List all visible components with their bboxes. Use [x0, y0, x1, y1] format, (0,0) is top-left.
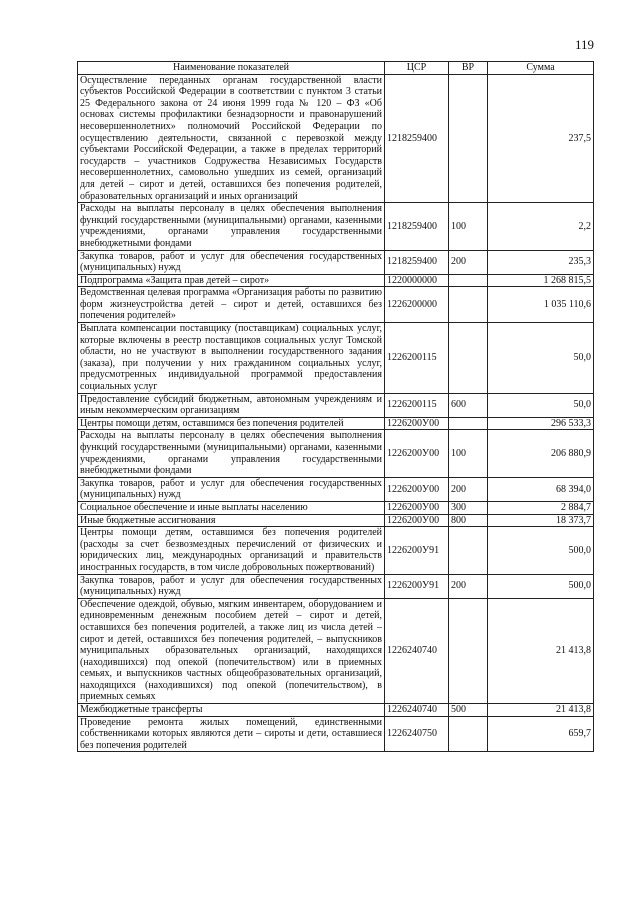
row-sum: 237,5	[488, 74, 594, 203]
row-csr: 1226240750	[385, 716, 449, 752]
row-vr: 800	[449, 514, 488, 527]
table-row	[78, 287, 594, 323]
row-sum: 296 533,3	[488, 417, 594, 430]
row-sum: 500,0	[488, 574, 594, 598]
row-sum: 500,0	[488, 527, 594, 574]
row-sum: 18 373,7	[488, 514, 594, 527]
row-csr: 1226200У00	[385, 417, 449, 430]
table-row	[78, 417, 594, 430]
row-name: Социальное обеспечение и иные выплаты населению	[78, 501, 385, 514]
row-name: Выплата компенсации поставщику (поставщикам) социальных услуг, которые включены в реестр поставщиков социальных услуг Томской области, но не участвуют в выполнении государственного задания (заказа), при получении у них гражданином социальных услуг, предусмотренных индивидуальной программой предоставления социальных услуг	[78, 323, 385, 394]
row-sum: 659,7	[488, 716, 594, 752]
header-row	[78, 62, 594, 75]
row-name: Иные бюджетные ассигнования	[78, 514, 385, 527]
table-row	[78, 574, 594, 598]
row-csr: 1226200У00	[385, 430, 449, 477]
row-name: Проведение ремонта жилых помещений, единственными собственниками которых являются дети – сироты и дети, оставшиеся без попечения родителей	[78, 716, 385, 752]
row-csr: 1218259400	[385, 203, 449, 250]
row-csr: 1226240740	[385, 704, 449, 717]
row-vr: 500	[449, 704, 488, 717]
table-row	[78, 527, 594, 574]
table-row	[78, 393, 594, 417]
row-csr: 1226200У00	[385, 501, 449, 514]
row-vr	[449, 417, 488, 430]
row-name: Межбюджетные трансферты	[78, 704, 385, 717]
header-name: Наименование показателей	[78, 62, 385, 75]
table-row	[78, 274, 594, 287]
row-csr: 1218259400	[385, 74, 449, 203]
row-vr	[449, 274, 488, 287]
row-name: Закупка товаров, работ и услуг для обеспечения государственных (муниципальных) нужд	[78, 477, 385, 501]
table-row	[78, 514, 594, 527]
table-row	[78, 501, 594, 514]
row-vr	[449, 323, 488, 394]
row-sum: 235,3	[488, 250, 594, 274]
row-sum: 2 884,7	[488, 501, 594, 514]
row-sum: 1 268 815,5	[488, 274, 594, 287]
header-csr: ЦСР	[385, 62, 449, 75]
row-vr	[449, 287, 488, 323]
row-name: Центры помощи детям, оставшимся без попечения родителей	[78, 417, 385, 430]
row-vr: 200	[449, 574, 488, 598]
row-name: Осуществление переданных органам государственной власти субъектов Российской Федерации в соответствии с пунктом 3 статьи 25 Федерального закона от 24 июня 1999 года № 120 – ФЗ «Об основах системы профилактики безнадзорности и правонарушений несовершеннолетних» полномочий Российской Федерации по осуществлению деятельности, связанной с перевозкой между субъектами Российской Федерации, а также в пределах территорий государств – участников Содружества Независимых Государств несовершеннолетних, самовольно ушедших из семей, организаций для детей – сирот и детей, оставшихся без попечения родителей, образовательных организаций и иных организаций	[78, 74, 385, 203]
row-csr: 1226200У00	[385, 514, 449, 527]
row-vr	[449, 716, 488, 752]
table-row	[78, 203, 594, 250]
row-name: Предоставление субсидий бюджетным, автономным учреждениям и иным некоммерческим организациям	[78, 393, 385, 417]
row-name: Закупка товаров, работ и услуг для обеспечения государственных (муниципальных) нужд	[78, 250, 385, 274]
row-name: Обеспечение одеждой, обувью, мягким инвентарем, оборудованием и единовременным денежным пособием детей – сирот и детей, оставшихся без попечения родителей, а также лиц из числа детей – сирот и детей, оставшихся без попечения родителей, – выпускников муниципальных образовательных организаций, находящихся (находившихся) под опекой (попечительством) или в приемных семьях, и выпускников частных общеобразовательных организаций, находящихся (находившихся) под опекой (попечительством), в приемных семьях	[78, 598, 385, 703]
table-row	[78, 430, 594, 477]
row-vr	[449, 74, 488, 203]
row-csr: 1226200У00	[385, 477, 449, 501]
row-vr: 200	[449, 250, 488, 274]
row-csr: 1226200115	[385, 393, 449, 417]
table-row	[78, 250, 594, 274]
page-number: 119	[574, 37, 594, 52]
row-csr: 1218259400	[385, 250, 449, 274]
header-vr: ВР	[449, 62, 488, 75]
row-sum: 50,0	[488, 393, 594, 417]
row-csr: 1226200000	[385, 287, 449, 323]
row-vr	[449, 527, 488, 574]
table-body	[78, 74, 594, 752]
row-vr: 600	[449, 393, 488, 417]
row-sum: 2,2	[488, 203, 594, 250]
row-csr: 1226200115	[385, 323, 449, 394]
row-vr: 200	[449, 477, 488, 501]
row-sum: 21 413,8	[488, 704, 594, 717]
row-sum: 21 413,8	[488, 598, 594, 703]
header-sum: Сумма	[488, 62, 594, 75]
row-vr	[449, 598, 488, 703]
table-row	[78, 704, 594, 717]
row-sum: 206 880,9	[488, 430, 594, 477]
row-csr: 1220000000	[385, 274, 449, 287]
row-name: Центры помощи детям, оставшимся без попечения родителей (расходы за счет безвозмездных перечислений от физических и юридических лиц, международных организаций и правительств иностранных государств, в том числе добровольных пожертвований)	[78, 527, 385, 574]
budget-table	[77, 61, 594, 752]
table-row	[78, 716, 594, 752]
row-vr: 100	[449, 430, 488, 477]
row-csr: 1226200У91	[385, 527, 449, 574]
table-row	[78, 323, 594, 394]
row-name: Подпрограмма «Защита прав детей – сирот»	[78, 274, 385, 287]
row-csr: 1226200У91	[385, 574, 449, 598]
row-name: Расходы на выплаты персоналу в целях обеспечения выполнения функций государственными (муниципальными) органами, казенными учреждениями, органами управления государственными внебюджетными фондами	[78, 430, 385, 477]
table-header	[78, 62, 594, 75]
row-vr: 300	[449, 501, 488, 514]
row-csr: 1226240740	[385, 598, 449, 703]
row-name: Закупка товаров, работ и услуг для обеспечения государственных (муниципальных) нужд	[78, 574, 385, 598]
row-name: Расходы на выплаты персоналу в целях обеспечения выполнения функций государственными (муниципальными) органами, казенными учреждениями, органами управления государственными внебюджетными фондами	[78, 203, 385, 250]
table-row	[78, 598, 594, 703]
row-vr: 100	[449, 203, 488, 250]
table-row	[78, 74, 594, 203]
table-row	[78, 477, 594, 501]
row-name: Ведомственная целевая программа «Организация работы по развитию форм жизнеустройства детей – сирот и детей, оставшихся без попечения родителей»	[78, 287, 385, 323]
row-sum: 1 035 110,6	[488, 287, 594, 323]
row-sum: 50,0	[488, 323, 594, 394]
row-sum: 68 394,0	[488, 477, 594, 501]
